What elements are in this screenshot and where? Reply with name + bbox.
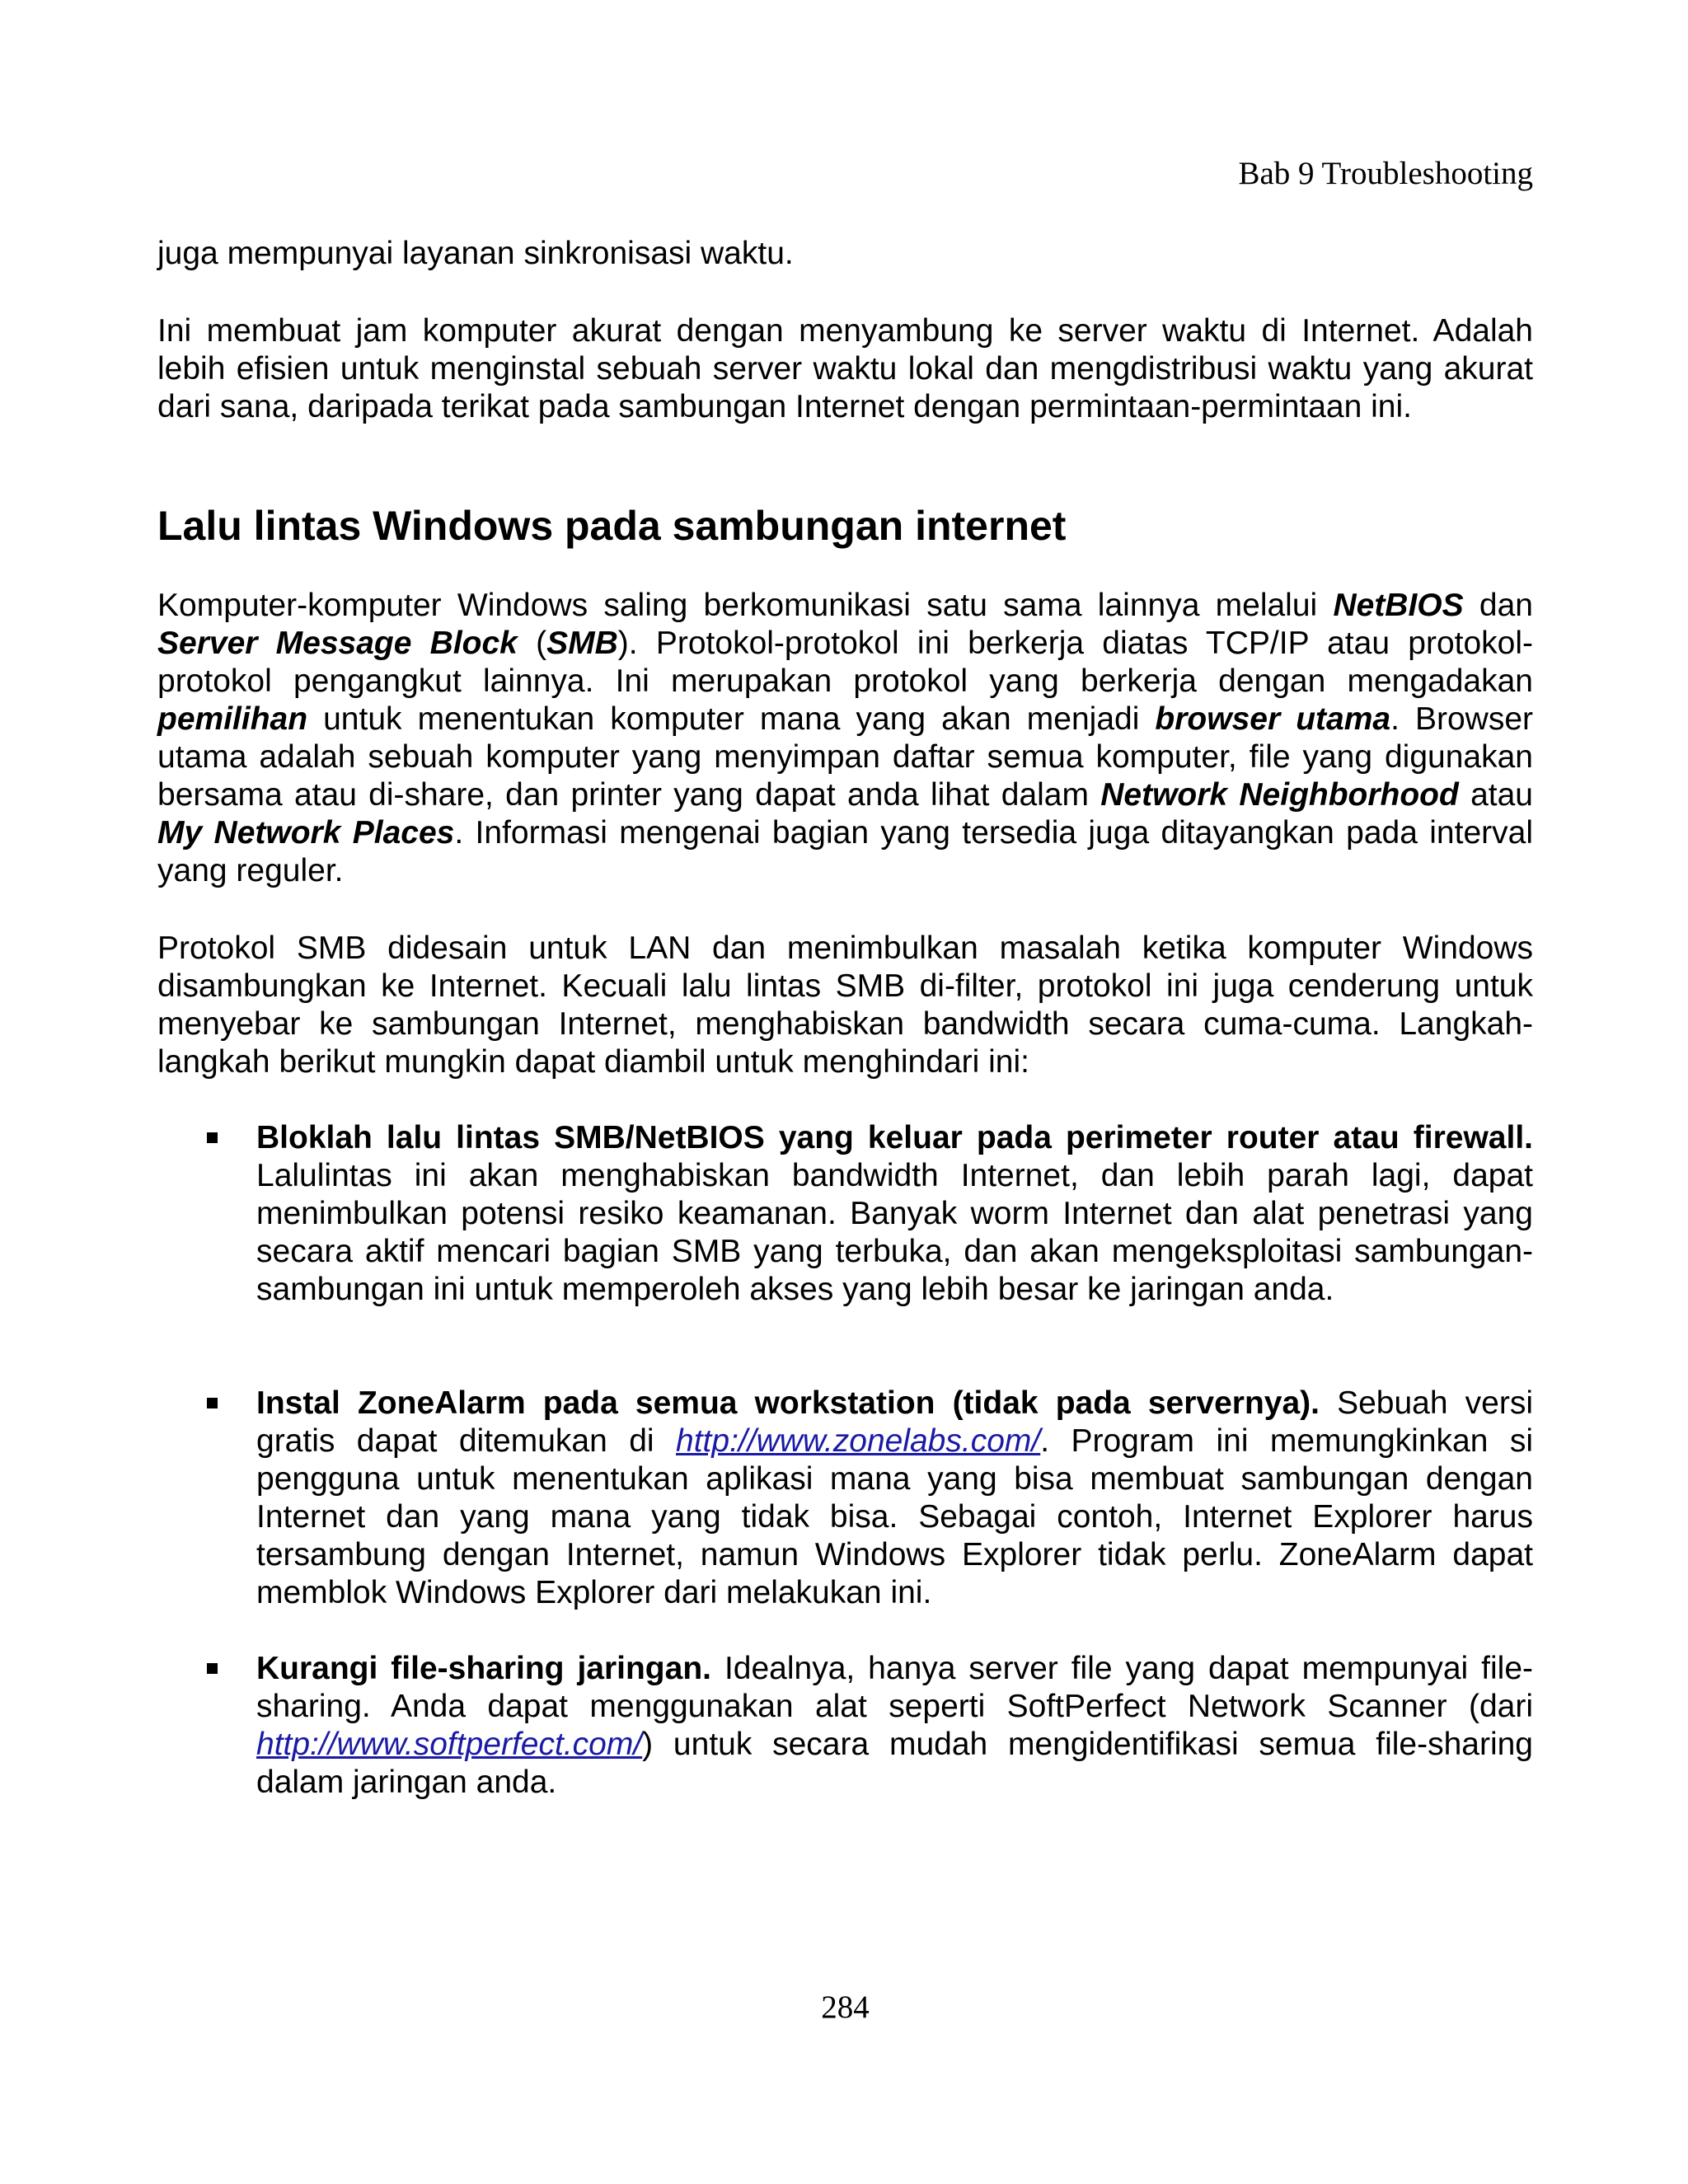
intro-paragraph: Ini membuat jam komputer akurat dengan menyambung ke server waktu di Internet. Adalah lebih efisien untuk menginstal sebuah server waktu lokal dan mengdistribusi waktu yang akurat dari sana, daripada terikat pada sambungan Internet dengan permintaan-permintaan ini. (157, 313, 1533, 424)
term-netbios: NetBIOS (1333, 588, 1464, 623)
text-run: dan (1463, 588, 1533, 623)
page-number: 284 (821, 1990, 870, 2025)
square-bullet-icon (207, 1132, 218, 1143)
term-my-network-places: My Network Places (157, 815, 455, 851)
text-run: atau (1458, 777, 1533, 813)
document-page (157, 0, 1533, 2184)
intro-line: juga mempunyai layanan sinkronisasi waktu. (157, 236, 794, 271)
list-item-text (256, 1385, 1533, 1612)
list-item-title: Bloklah lalu lintas SMB/NetBIOS yang keluar pada perimeter router atau firewall. (256, 1120, 1533, 1155)
text-run: . Browser utama adalah sebuah komputer yang menyimpan daftar semua komputer, file yang digunakan bersama atau di-share, dan printer yang dapat anda lihat dalam (157, 701, 1534, 813)
list-item-body: . Program ini memungkinkan si pengguna untuk menentukan aplikasi mana yang bisa membuat sambungan dengan Internet dan yang mana yang tidak bisa. Sebagai contoh, Internet Explorer harus tersambung dengan Internet, namun Windows Explorer tidak perlu. ZoneAlarm dapat memblok Windows Explorer dari melakukan ini. (256, 1423, 1533, 1610)
text-run: Komputer-komputer Windows saling berkomunikasi satu sama lainnya melalui (157, 588, 1334, 623)
running-header: Bab 9 Troubleshooting (1238, 156, 1533, 191)
text-run: untuk menentukan komputer mana yang akan menjadi (307, 701, 1156, 737)
text-run: ). Protokol-protokol ini berkerja diatas TCP/IP atau protokol-protokol pengangkut lainnya. Ini merupakan protokol yang berkerja dengan mengadakan (157, 626, 1533, 699)
text-run: ( (517, 626, 547, 661)
list-item-title: Kurangi file-sharing jaringan. (256, 1651, 711, 1686)
term-smb: SMB (546, 626, 618, 661)
list-item-title: Instal ZoneAlarm pada semua workstation (tidak pada servernya). (256, 1385, 1320, 1421)
list-item-text (256, 1119, 1533, 1309)
section-heading: Lalu lintas Windows pada sambungan internet (157, 503, 1067, 549)
list-item-text (256, 1650, 1533, 1802)
smb-paragraph: Protokol SMB didesain untuk LAN dan menimbulkan masalah ketika komputer Windows disambungkan ke Internet. Kecuali lalu lintas SMB di-filter, protokol ini juga cenderung untuk menyebar ke sambungan Internet, menghabiskan bandwidth secara cuma-cuma. Langkah-langkah berikut mungkin dapat diambil untuk menghindari ini: (157, 930, 1533, 1080)
netbios-paragraph (157, 587, 1533, 890)
list-item-body: Idealnya, hanya server file yang dapat mempunyai file-sharing. Anda dapat menggunakan alat seperti SoftPerfect Network Scanner (dari (256, 1651, 1533, 1724)
text-run: . Informasi mengenai bagian yang tersedia juga ditayangkan pada interval yang reguler. (157, 815, 1533, 888)
softperfect-link[interactable]: http://www.softperfect.com/ (256, 1727, 643, 1762)
square-bullet-icon (207, 1398, 218, 1408)
list-item-body: Sebuah versi gratis dapat ditemukan di (256, 1385, 1533, 1459)
list-item-body: Lalulintas ini akan menghabiskan bandwidth Internet, dan lebih parah lagi, dapat menimbulkan potensi resiko keamanan. Banyak worm Internet dan alat penetrasi yang secara aktif mencari bagian SMB yang terbuka, dan akan mengeksploitasi sambungan-sambungan ini untuk memperoleh akses yang lebih besar ke jaringan anda. (256, 1158, 1533, 1307)
term-server-message-block: Server Message Block (157, 626, 518, 661)
term-network-neighborhood: Network Neighborhood (1100, 777, 1459, 813)
list-item-body: ) untuk secara mudah mengidentifikasi semua file-sharing dalam jaringan anda. (256, 1727, 1533, 1800)
zonelabs-link[interactable]: http://www.zonelabs.com/ (676, 1423, 1041, 1459)
term-pemilihan: pemilihan (157, 701, 308, 737)
term-browser-utama: browser utama (1155, 701, 1391, 737)
square-bullet-icon (207, 1663, 218, 1674)
